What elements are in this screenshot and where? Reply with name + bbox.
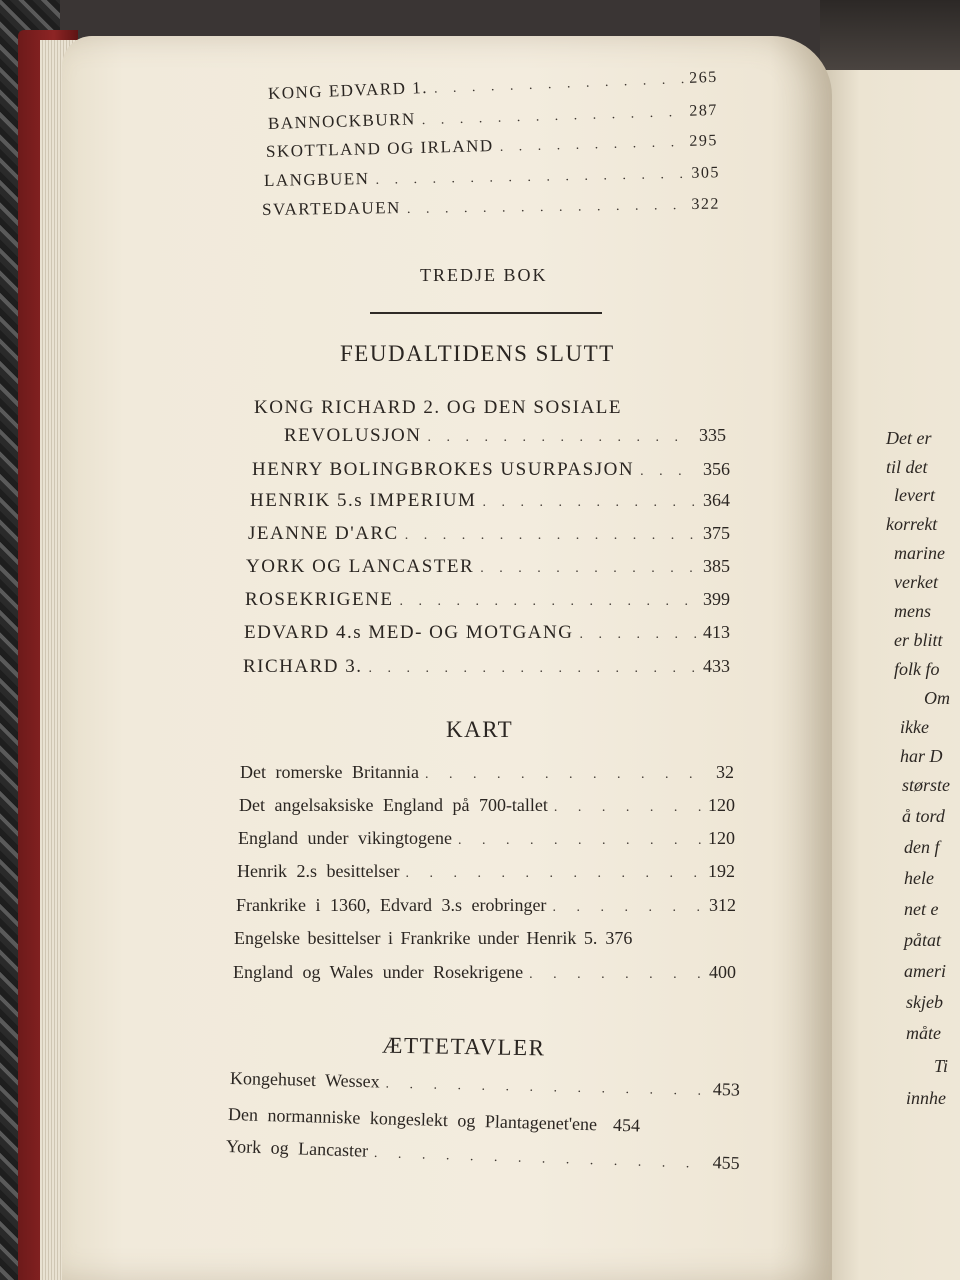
- right-page-text: Det er: [886, 428, 932, 448]
- section-title: FEUDALTIDENS SLUTT: [340, 341, 615, 366]
- right-page-text: er blitt: [894, 630, 943, 650]
- right-page-text: hele: [904, 868, 934, 888]
- map-entry: [236, 895, 736, 916]
- entry-page: 312: [709, 895, 736, 915]
- right-page-text: å tord: [902, 806, 945, 826]
- leader-dots: [552, 900, 703, 916]
- toc-entry: [245, 589, 730, 611]
- leader-dots: [399, 594, 697, 610]
- entry-title: Det angelsaksiske England på 700-tallet: [239, 795, 548, 815]
- entry-page: 455: [712, 1152, 741, 1174]
- map-entry: [239, 795, 735, 816]
- entry-page: 322: [691, 195, 721, 214]
- leader-dots: [427, 430, 693, 446]
- entry-page: 433: [703, 656, 730, 676]
- entry-page: 295: [689, 132, 719, 150]
- leader-dots: [369, 661, 697, 677]
- right-page-text: skjeb: [906, 992, 943, 1012]
- entry-page: 356: [703, 459, 730, 479]
- entry-page: 413: [703, 622, 730, 642]
- right-page-text: net e: [904, 899, 939, 919]
- right-page-text: korrekt: [886, 514, 938, 534]
- toc-entry: [252, 459, 730, 481]
- entry-title: BANNOCKBURN: [267, 109, 417, 133]
- entry-page: 364: [703, 490, 730, 510]
- right-page-text: levert: [894, 485, 935, 505]
- entry-title: Kongehuset Wessex: [229, 1068, 380, 1092]
- entry-page: 32: [716, 762, 734, 782]
- entry-title: KONG EDVARD 1.: [267, 77, 429, 103]
- right-page-text: har D: [900, 746, 943, 766]
- entry-page: 385: [703, 556, 730, 576]
- leader-dots: [425, 767, 710, 783]
- entry-title: Frankrike i 1360, Edvard 3.s erobringer: [236, 895, 547, 915]
- entry-page: 192: [708, 861, 735, 881]
- entry-page: 376: [605, 928, 633, 948]
- entry-title: England under vikingtogene: [238, 828, 452, 848]
- entry-title: England og Wales under Rosekrigene: [233, 962, 524, 982]
- entry-title: Det romerske Britannia: [240, 762, 419, 782]
- right-page-text: verket: [894, 572, 938, 592]
- entry-page: 120: [708, 828, 735, 848]
- toc-entry: [243, 656, 730, 678]
- entry-title: Henrik 2.s besittelser: [237, 861, 400, 881]
- entry-page: 287: [689, 101, 719, 120]
- right-page-text: til det: [886, 457, 928, 477]
- entry-title: SKOTTLAND OG IRLAND: [265, 136, 494, 161]
- right-page-text: folk fo: [894, 659, 940, 679]
- entry-title: HENRIK 5.s IMPERIUM: [250, 490, 477, 511]
- entry-title: JEANNE D'ARC: [248, 523, 399, 544]
- right-page-text: ameri: [904, 961, 946, 981]
- entry-page: 400: [709, 962, 736, 982]
- toc-entry: [248, 523, 730, 545]
- right-page-text: innhe: [906, 1088, 946, 1108]
- genealogy-heading: ÆTTETAVLER: [381, 1032, 546, 1061]
- maps-heading: KART: [446, 717, 514, 742]
- background-corner: [820, 0, 960, 70]
- right-page-text: måte: [906, 1023, 941, 1043]
- leader-dots: [529, 967, 703, 983]
- map-entry: [238, 828, 735, 849]
- entry-page: 454: [612, 1114, 641, 1136]
- entry-title: YORK OG LANCASTER: [246, 556, 475, 577]
- entry-title: HENRY BOLINGBROKES USURPASJON: [252, 459, 635, 480]
- map-entry: [234, 928, 736, 949]
- divider-rule: [370, 312, 602, 314]
- entry-page: 305: [691, 164, 721, 182]
- entry-title: REVOLUSJON: [284, 425, 422, 446]
- toc-entry-line1: [254, 397, 622, 419]
- entry-page: 453: [712, 1078, 741, 1100]
- map-entry: [237, 861, 735, 882]
- map-entry: [233, 962, 736, 983]
- toc-entry: [246, 556, 730, 578]
- entry-title: EDVARD 4.s MED- OG MOTGANG: [244, 622, 574, 643]
- right-page-text: den f: [904, 837, 940, 857]
- entry-title: RICHARD 3.: [243, 656, 363, 677]
- toc-entry: [284, 425, 726, 447]
- entry-title: Engelske besittelser i Frankrike under Henrik 5.: [234, 928, 598, 948]
- leader-dots: [640, 464, 697, 480]
- entry-page: 375: [703, 523, 730, 543]
- entry-title: LANGBUEN: [263, 168, 370, 190]
- toc-entry: [244, 622, 730, 644]
- entry-page: 335: [699, 425, 726, 445]
- right-page-text: marine: [894, 543, 945, 563]
- right-page-text: Ti: [934, 1056, 949, 1076]
- leader-dots: [579, 627, 697, 643]
- leader-dots: [405, 528, 697, 544]
- entry-title: Den normanniske kongeslekt og Plantagenet'ene: [227, 1104, 598, 1135]
- entry-title: York og Lancaster: [225, 1136, 369, 1161]
- leader-dots: [480, 561, 697, 577]
- entry-page: 120: [708, 795, 735, 815]
- book-heading: TREDJE BOK: [420, 265, 548, 285]
- entry-title-line1: KONG RICHARD 2. OG DEN SOSIALE: [254, 397, 622, 418]
- right-page-text: påtat: [904, 930, 942, 950]
- right-page-text: Om: [924, 688, 950, 708]
- entry-title: SVARTEDAUEN: [261, 198, 402, 219]
- right-page-text: største: [902, 775, 951, 795]
- entry-page: 265: [688, 68, 719, 87]
- right-page-text: mens: [894, 601, 931, 621]
- leader-dots: [554, 800, 702, 816]
- leader-dots: [482, 495, 697, 511]
- toc-entry: [250, 490, 730, 512]
- map-entry: [240, 762, 734, 783]
- leader-dots: [405, 866, 702, 882]
- entry-page: 399: [703, 589, 730, 609]
- entry-title: ROSEKRIGENE: [245, 589, 394, 610]
- right-page-text: ikke: [900, 717, 929, 737]
- leader-dots: [458, 833, 702, 849]
